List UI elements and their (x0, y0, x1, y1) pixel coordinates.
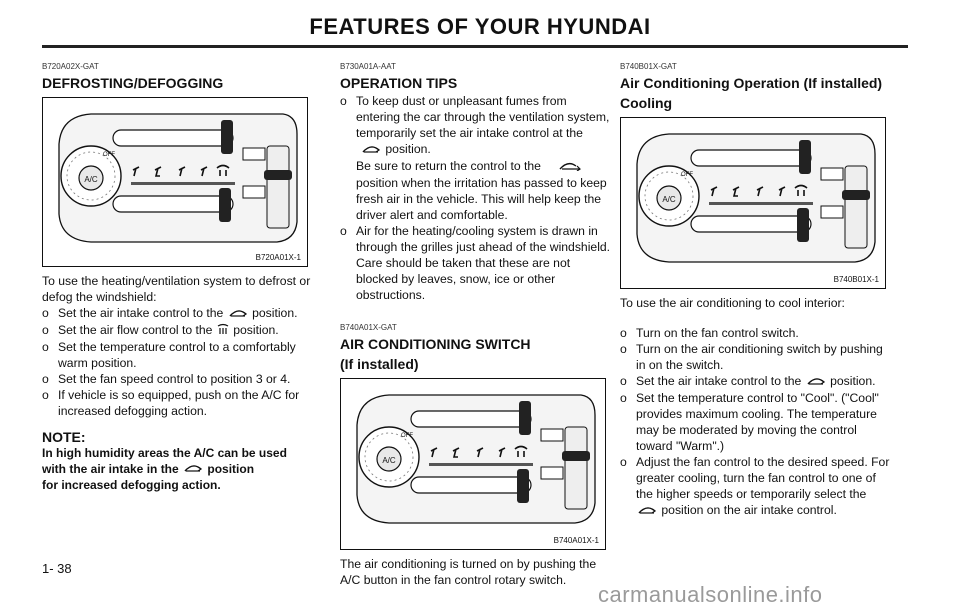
note-line: with the air intake in the position (42, 461, 255, 476)
column-operation-tips (340, 62, 612, 588)
note-line: In high humidity areas the A/C can be used (42, 445, 287, 460)
page-number: 1- 38 (42, 561, 72, 576)
instruction-list (620, 325, 892, 519)
header-rule (42, 45, 908, 48)
list-item: o Set the temperature control to "Cool". ("Cool" provides maximum cooling. The temperature may be moderated by moving the control toward "Warm".) (620, 390, 892, 454)
list-item: o Adjust the fan control to the desired speed. For greater cooling, turn the fan control to one of the higher speeds or temporarily select the position on the air intake control. (620, 454, 892, 519)
section-code: B730A01A-AAT (340, 62, 396, 71)
temperature-lever (264, 170, 292, 180)
list-item: o Turn on the fan control switch. (620, 325, 892, 341)
list-item: o To keep dust or unpleasant fumes from entering the car through the ventilation system, temporarily set the air intake control at the position. Be sure to return the control to the position when the irritation has passed to keep fresh air in the vehicle. This will help keep the driver alert and comfortable. (340, 93, 612, 223)
instruction-list (42, 305, 314, 419)
note-heading: NOTE: (42, 428, 86, 445)
air-flow-slider (691, 216, 811, 232)
control-panel-figure (42, 97, 308, 267)
slider-lever (797, 208, 809, 242)
fresh-air-icon (558, 159, 582, 175)
svg-text:OFF: OFF (103, 152, 115, 158)
slider-lever (221, 120, 233, 154)
tips-list (340, 93, 612, 303)
list-item: o Air for the heating/cooling system is drawn in through the grilles just ahead of the windshield. Care should be taken that these are not blocked by leaves, snow, ice or other obstructions. (340, 223, 612, 303)
air-flow-slider (113, 196, 233, 212)
recirculation-icon (805, 374, 827, 390)
air-intake-slider (113, 130, 233, 146)
svg-text:A/C: A/C (84, 175, 98, 184)
slider-lever (799, 140, 811, 174)
svg-text:OFF: OFF (401, 432, 413, 439)
figure-label: B740A01X-1 (553, 535, 599, 545)
ac-control-panel-illustration (51, 104, 301, 249)
ac-control-panel-illustration (629, 124, 879, 269)
list-item: o If vehicle is so equipped, push on the A/C for increased defogging action. (42, 387, 314, 419)
svg-text:OFF: OFF (681, 172, 693, 178)
section-code: B740B01X-GAT (620, 62, 677, 71)
page-header: FEATURES OF YOUR HYUNDAI (309, 14, 651, 39)
recirculation-icon (360, 142, 382, 158)
control-panel-figure (620, 117, 886, 289)
temperature-lever (562, 451, 590, 461)
svg-text:A/C: A/C (662, 195, 676, 204)
note-line: for increased defogging action. (42, 478, 221, 493)
list-item: o Set the fan speed control to position 3 or 4. (42, 371, 314, 387)
figure-label: B720A01X-1 (255, 253, 301, 262)
defrost-icon (216, 323, 230, 339)
watermark: carmanualsonline.info (598, 582, 823, 607)
slider-lever (219, 188, 231, 222)
ac-switch-text: The air conditioning is turned on by pushing the A/C button in the fan control rotary switch. (340, 556, 597, 587)
air-intake-slider (411, 411, 531, 427)
control-panel-figure (340, 378, 606, 550)
section-heading: Air Conditioning Operation (If installed) (620, 75, 883, 91)
air-intake-slider (691, 150, 811, 166)
column-defrosting (42, 62, 314, 493)
recirculation-icon (182, 461, 204, 477)
list-item: o Set the air intake control to the position. (620, 373, 892, 390)
list-item: o Set the air flow control to the position. (42, 322, 314, 339)
recirculation-icon (227, 306, 249, 322)
figure-label: B740B01X-1 (833, 275, 879, 284)
list-item: o Set the temperature control to a comfortably warm position. (42, 339, 314, 371)
slider-lever (519, 401, 531, 435)
list-item: o Set the air intake control to the position. (42, 305, 314, 322)
section-subheading: (If installed) (340, 355, 419, 372)
intro-text: To use the air conditioning to cool interior: (620, 296, 845, 310)
section-heading: OPERATION TIPS (340, 75, 458, 91)
section-heading: DEFROSTING/DEFOGGING (42, 75, 224, 91)
svg-text:A/C: A/C (382, 455, 396, 465)
column-air-conditioning (620, 62, 892, 519)
section-code: B720A02X-GAT (42, 62, 99, 71)
ac-control-panel-illustration (349, 385, 599, 530)
list-item: o Turn on the air conditioning switch by pushing in on the switch. (620, 341, 892, 373)
section-code: B740A01X-GAT (340, 322, 397, 332)
air-flow-slider (411, 477, 531, 493)
recirculation-icon (636, 503, 658, 519)
intro-text: To use the heating/ventilation system to defrost or defog the windshield: (42, 274, 311, 304)
section-subheading: Cooling (620, 95, 673, 111)
temperature-lever (842, 190, 870, 200)
slider-lever (517, 469, 529, 503)
section-heading: AIR CONDITIONING SWITCH (340, 335, 531, 352)
